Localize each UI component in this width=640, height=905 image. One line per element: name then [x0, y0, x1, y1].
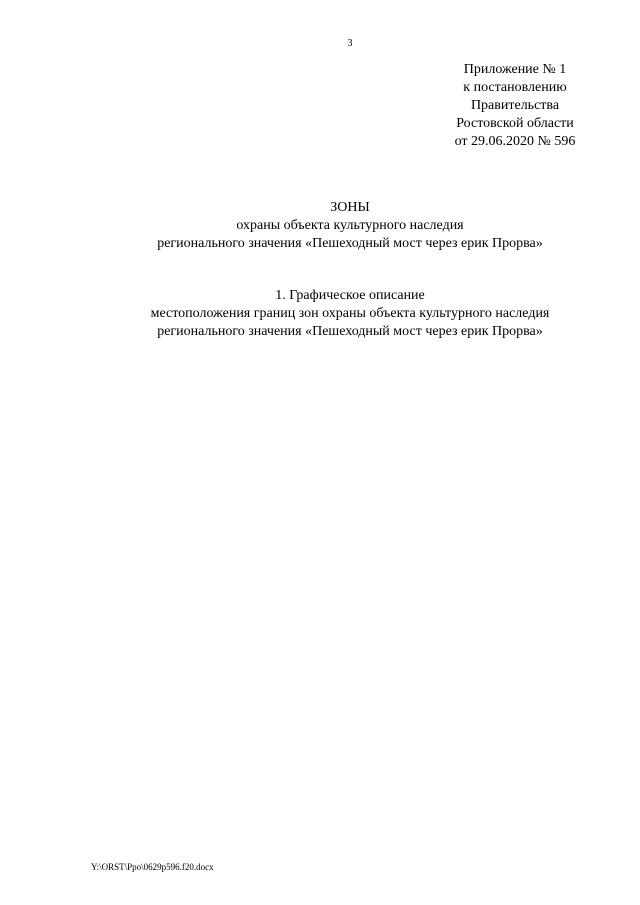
section-title: 1. Графическое описание: [275, 288, 425, 303]
appendix-line: к постановлению: [463, 80, 567, 95]
page-number: 3: [347, 38, 353, 49]
section-line: регионального значения «Пешеходный мост через ерик Прорва»: [157, 324, 543, 339]
section-line: местоположения границ зон охраны объекта культурного наследия: [150, 306, 550, 321]
section-heading: [80, 287, 620, 341]
appendix-line: Приложение № 1: [463, 62, 567, 77]
appendix-line: от 29.06.2020 № 596: [454, 134, 576, 149]
appendix-header: [440, 61, 590, 151]
title-line: охраны объекта культурного наследия: [236, 218, 464, 233]
appendix-line: Ростовской области: [456, 116, 574, 131]
title-heading: ЗОНЫ: [330, 200, 370, 215]
document-title: [80, 199, 620, 253]
appendix-line: Правительства: [470, 98, 560, 113]
footer-file-path: Y:\ORST\Ppo\0629p596.f20.docx: [91, 862, 214, 872]
title-line: регионального значения «Пешеходный мост через ерик Прорва»: [157, 236, 543, 251]
